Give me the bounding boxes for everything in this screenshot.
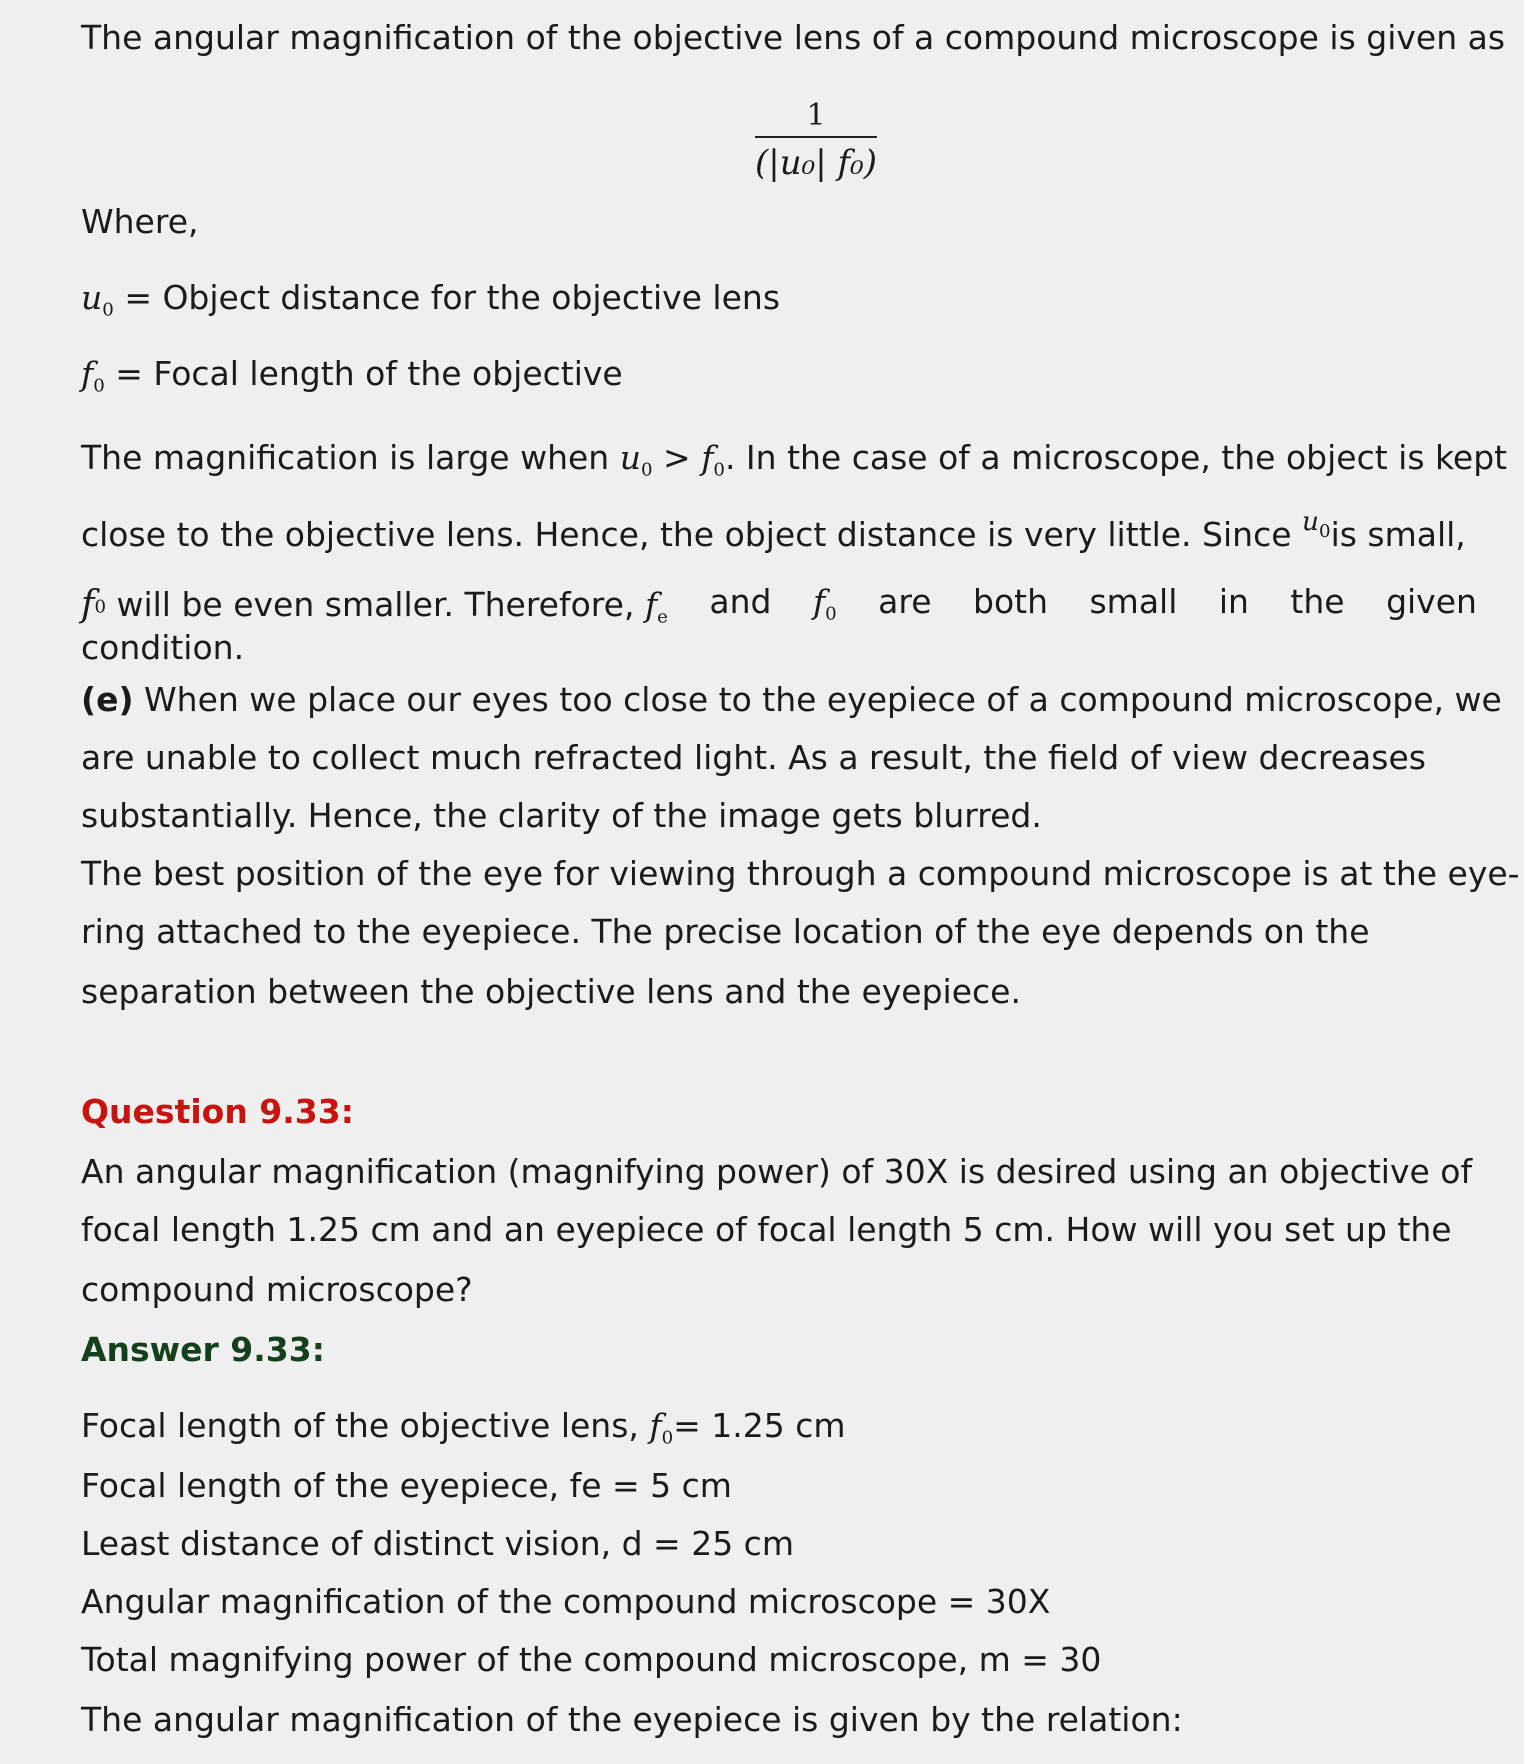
answer-title: Answer 9.33:: [81, 1330, 325, 1369]
symbol-f: f: [812, 582, 826, 621]
para1-line4: condition.: [81, 628, 245, 667]
symbol-sub: 0: [93, 375, 105, 397]
definition-uo: [81, 278, 780, 320]
answer-line6: The angular magnification of the eyepiece is given by the relation:: [81, 1700, 1183, 1739]
question-line1: An angular magnification (magnifying power) of 30X is desired using an objective of: [81, 1152, 1473, 1191]
intro-text: The angular magnification of the objective lens of a compound microscope is given as: [81, 18, 1506, 57]
answer-line4: Angular magnification of the compound microscope = 30X: [81, 1582, 1051, 1621]
text: and: [709, 582, 772, 621]
definition-text: = Focal length of the objective: [115, 354, 623, 393]
symbol-sub: 0: [640, 459, 653, 481]
symbol-sub: 0: [825, 603, 837, 625]
symbol-sub: 0: [102, 299, 114, 321]
question-line2: focal length 1.25 cm and an eyepiece of focal length 5 cm. How will you set up the: [81, 1210, 1452, 1249]
symbol-fo: [813, 582, 837, 627]
symbol-f: f: [649, 1406, 662, 1445]
text: both: [973, 582, 1049, 621]
greater-than: >: [663, 438, 691, 477]
para1-line3: [81, 582, 1477, 627]
text: in: [1218, 582, 1249, 621]
answer-line3: Least distance of distinct vision, d = 25 cm: [81, 1524, 794, 1563]
part-e-line5: ring attached to the eyepiece. The precise location of the eye depends on the: [81, 912, 1370, 951]
text: small: [1089, 582, 1178, 621]
formula-denominator: (|u₀| f₀): [755, 143, 877, 183]
symbol-sub: 0: [1319, 520, 1331, 542]
text: are: [878, 582, 932, 621]
text: When we place our eyes too close to the eyepiece of a compound microscope, we: [144, 680, 1502, 719]
definition-fo: [81, 354, 623, 396]
symbol-f: f: [81, 354, 94, 393]
symbol-f: f: [81, 582, 95, 625]
answer-line1: [81, 1406, 846, 1448]
symbol-f: f: [701, 438, 714, 477]
symbol-u: u: [81, 278, 103, 317]
symbol-f: f: [644, 585, 658, 624]
symbol-sub: e: [657, 606, 668, 628]
answer-line5: Total magnifying power of the compound microscope, m = 30: [81, 1640, 1102, 1679]
text: close to the objective lens. Hence, the object distance is very little. Since: [81, 514, 1292, 554]
symbol-sub: 0: [713, 459, 725, 481]
part-e-line6: separation between the objective lens and the eyepiece.: [81, 972, 1021, 1011]
symbol-u: u: [1302, 506, 1320, 537]
para1-line2: [81, 506, 1466, 554]
where-label: Where,: [81, 202, 199, 241]
answer-line2: Focal length of the eyepiece, fe = 5 cm: [81, 1466, 732, 1505]
text: the: [1290, 582, 1345, 621]
text: = 1.25 cm: [673, 1406, 846, 1445]
text: will be even smaller. Therefore,: [116, 585, 635, 624]
text: The magnification is large when: [81, 438, 610, 477]
text: . In the case of a microscope, the object is kept: [724, 438, 1508, 477]
part-e-line2: are unable to collect much refracted light. As a result, the field of view decreases: [81, 738, 1426, 777]
symbol-sub: 0: [661, 1427, 674, 1449]
text: is small,: [1330, 514, 1466, 554]
part-e-line1: [81, 680, 1502, 719]
text: given: [1386, 582, 1477, 621]
magnification-formula: [752, 96, 880, 188]
formula-numerator: 1: [806, 98, 826, 133]
part-label: (e): [81, 680, 134, 719]
question-line3: compound microscope?: [81, 1270, 473, 1309]
part-e-line3: substantially. Hence, the clarity of the image gets blurred.: [81, 796, 1042, 835]
part-e-line4: The best position of the eye for viewing through a compound microscope is at the eye-: [81, 854, 1520, 893]
symbol-u: u: [619, 438, 641, 477]
para1-line1: [81, 438, 1507, 480]
symbol-sub: 0: [94, 596, 106, 618]
text: Focal length of the objective lens,: [81, 1406, 639, 1445]
question-title: Question 9.33:: [81, 1092, 354, 1131]
line3-lead: [81, 582, 668, 627]
definition-text: = Object distance for the objective lens: [124, 278, 781, 317]
